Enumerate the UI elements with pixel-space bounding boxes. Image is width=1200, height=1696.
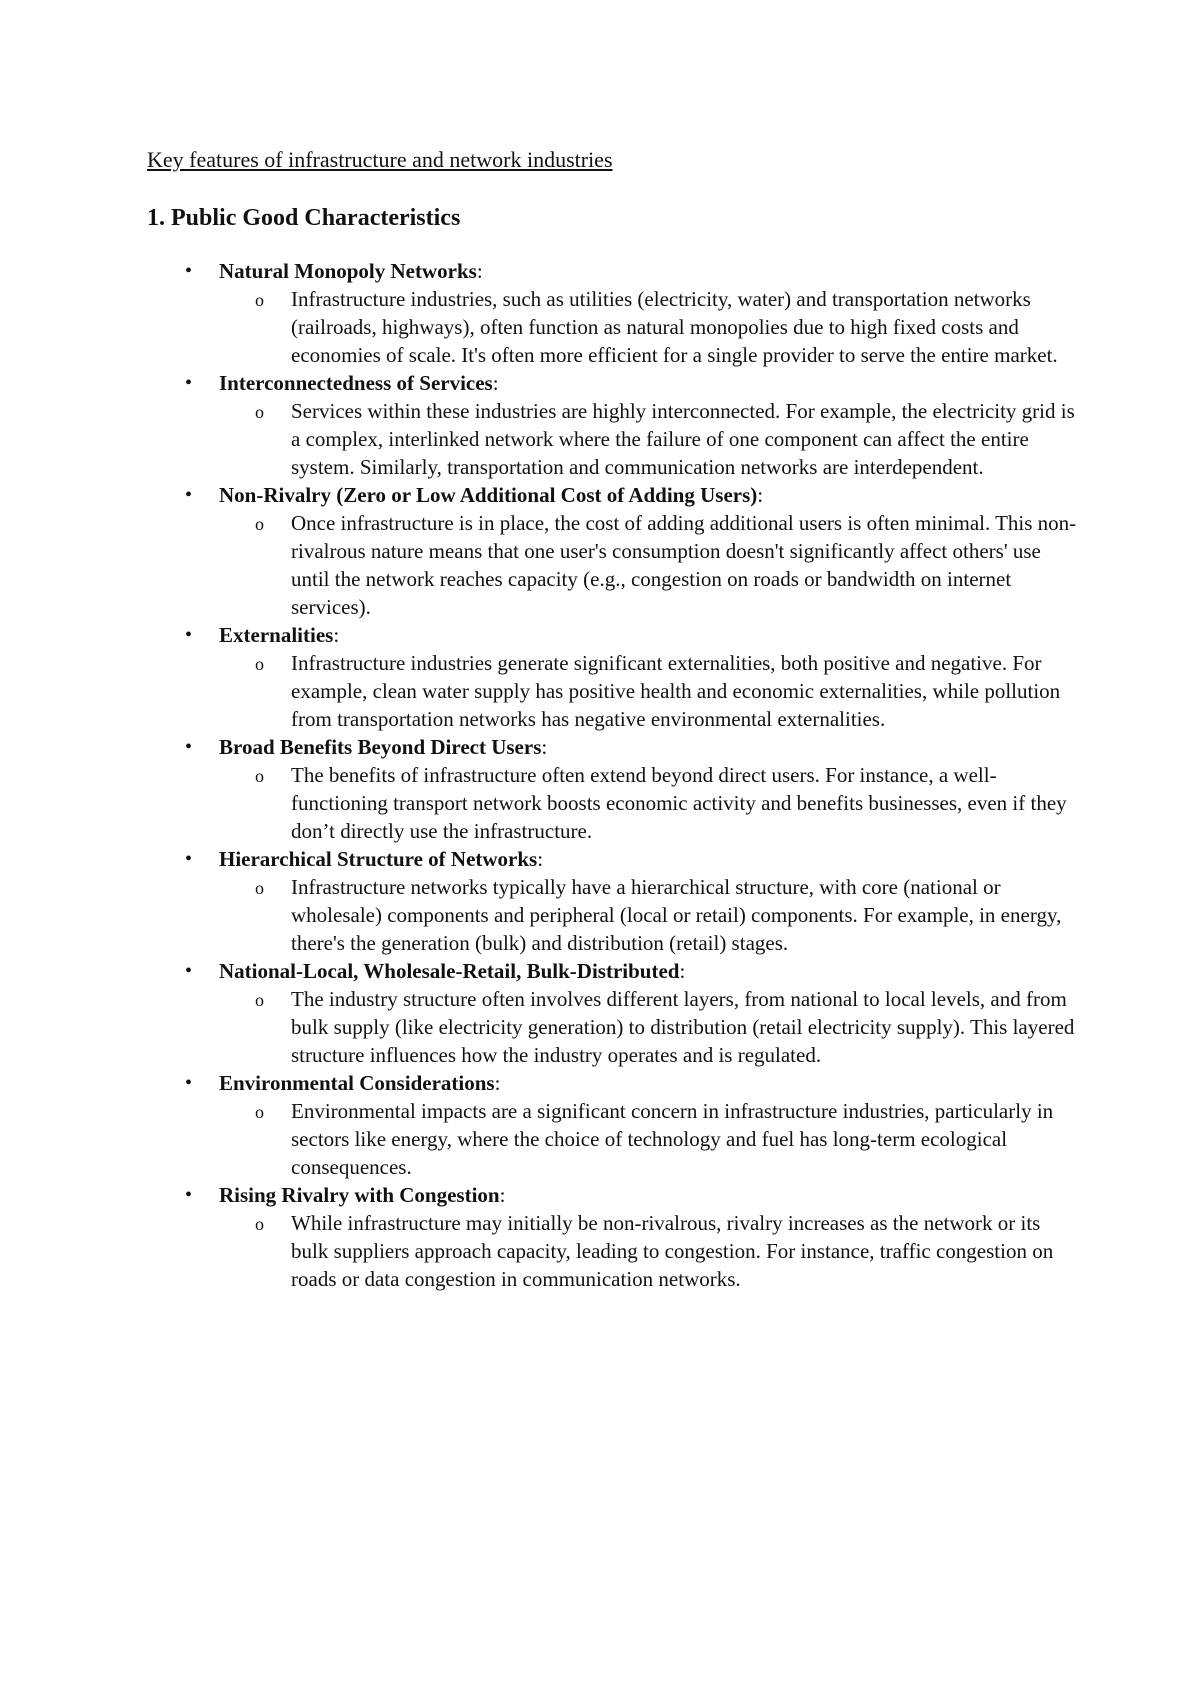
feature-detail: Once infrastructure is in place, the cost of adding additional users is often minimal. This non-rivalrous nature means that one user's consumption doesn't significantly affect others' use until the network reaches capacity (e.g., congestion on roads or bandwidth on internet services). xyxy=(291,511,1077,619)
bullet-icon: • xyxy=(185,624,193,646)
feature-item xyxy=(147,733,1077,845)
section-heading: 1. Public Good Characteristics xyxy=(147,205,461,231)
circle-bullet-icon: o xyxy=(255,1214,264,1234)
bullet-icon: • xyxy=(185,484,193,506)
feature-detail-item xyxy=(219,649,1077,733)
feature-detail: While infrastructure may initially be non-rivalrous, rivalry increases as the network or its bulk suppliers approach capacity, leading to congestion. For instance, traffic congestion on roads or data congestion in communication networks. xyxy=(291,1211,1054,1291)
feature-title: Environmental Considerations xyxy=(219,1071,495,1095)
feature-list xyxy=(147,257,1077,1293)
bullet-icon: • xyxy=(185,372,193,394)
circle-bullet-icon: o xyxy=(255,766,264,786)
bullet-icon: • xyxy=(185,848,193,870)
circle-bullet-icon: o xyxy=(255,514,264,534)
feature-item xyxy=(147,845,1077,957)
feature-detail-item xyxy=(219,761,1077,845)
feature-title: Broad Benefits Beyond Direct Users xyxy=(219,735,542,759)
feature-title: Rising Rivalry with Congestion xyxy=(219,1183,500,1207)
feature-colon: : xyxy=(492,371,499,395)
feature-title: National-Local, Wholesale-Retail, Bulk-Distributed xyxy=(219,959,680,983)
feature-colon: : xyxy=(494,1071,501,1095)
feature-item xyxy=(147,481,1077,621)
bullet-icon: • xyxy=(185,260,193,282)
feature-detail: Infrastructure industries generate significant externalities, both positive and negative. For example, clean water supply has positive health and economic externalities, while pollution from transportation networks has negative environmental externalities. xyxy=(291,651,1061,731)
bullet-icon: • xyxy=(185,1184,193,1206)
feature-colon: : xyxy=(499,1183,506,1207)
circle-bullet-icon: o xyxy=(255,990,264,1010)
feature-item xyxy=(147,1069,1077,1181)
feature-title: Interconnectedness of Services xyxy=(219,371,493,395)
feature-detail-item xyxy=(219,873,1077,957)
feature-colon: : xyxy=(537,847,544,871)
feature-detail-item xyxy=(219,397,1077,481)
feature-detail-item xyxy=(219,1209,1077,1293)
circle-bullet-icon: o xyxy=(255,654,264,674)
feature-item xyxy=(147,957,1077,1069)
feature-detail: The industry structure often involves different layers, from national to local levels, and from bulk supply (like electricity generation) to distribution (retail electricity supply). This layered structure influences how the industry operates and is regulated. xyxy=(291,987,1075,1067)
feature-item xyxy=(147,621,1077,733)
feature-detail-item xyxy=(219,285,1077,369)
feature-detail-item xyxy=(219,1097,1077,1181)
feature-detail: The benefits of infrastructure often extend beyond direct users. For instance, a well-functioning transport network boosts economic activity and benefits businesses, even if they don’t directly use the infrastructure. xyxy=(291,763,1067,843)
document-page xyxy=(147,145,1077,1293)
feature-title: Natural Monopoly Networks xyxy=(219,259,477,283)
feature-item xyxy=(147,369,1077,481)
feature-detail: Infrastructure industries, such as utilities (electricity, water) and transportation networks (railroads, highways), often function as natural monopolies due to high fixed costs and economies of scale. It's often more efficient for a single provider to serve the entire market. xyxy=(291,287,1058,367)
circle-bullet-icon: o xyxy=(255,878,264,898)
feature-colon: : xyxy=(541,735,548,759)
circle-bullet-icon: o xyxy=(255,402,264,422)
feature-title: Non-Rivalry (Zero or Low Additional Cost of Adding Users) xyxy=(219,483,758,507)
bullet-icon: • xyxy=(185,736,193,758)
document-title: Key features of infrastructure and network industries xyxy=(147,147,613,172)
feature-colon: : xyxy=(333,623,340,647)
feature-detail: Services within these industries are highly interconnected. For example, the electricity grid is a complex, interlinked network where the failure of one component can affect the entire system. Similarly, transportation and communication networks are interdependent. xyxy=(291,399,1075,479)
circle-bullet-icon: o xyxy=(255,290,264,310)
feature-title: Externalities xyxy=(219,623,334,647)
feature-colon: : xyxy=(476,259,483,283)
feature-detail-item xyxy=(219,509,1077,621)
feature-colon: : xyxy=(757,483,764,507)
feature-title: Hierarchical Structure of Networks xyxy=(219,847,538,871)
feature-detail-item xyxy=(219,985,1077,1069)
feature-item xyxy=(147,257,1077,369)
feature-detail: Environmental impacts are a significant concern in infrastructure industries, particularly in sectors like energy, where the choice of technology and fuel has long-term ecological consequences. xyxy=(291,1099,1054,1179)
feature-item xyxy=(147,1181,1077,1293)
bullet-icon: • xyxy=(185,960,193,982)
feature-detail: Infrastructure networks typically have a hierarchical structure, with core (national or wholesale) components and peripheral (local or retail) components. For example, in energy, there's the generation (bulk) and distribution (retail) stages. xyxy=(291,875,1062,955)
feature-colon: : xyxy=(679,959,686,983)
bullet-icon: • xyxy=(185,1072,193,1094)
circle-bullet-icon: o xyxy=(255,1102,264,1122)
